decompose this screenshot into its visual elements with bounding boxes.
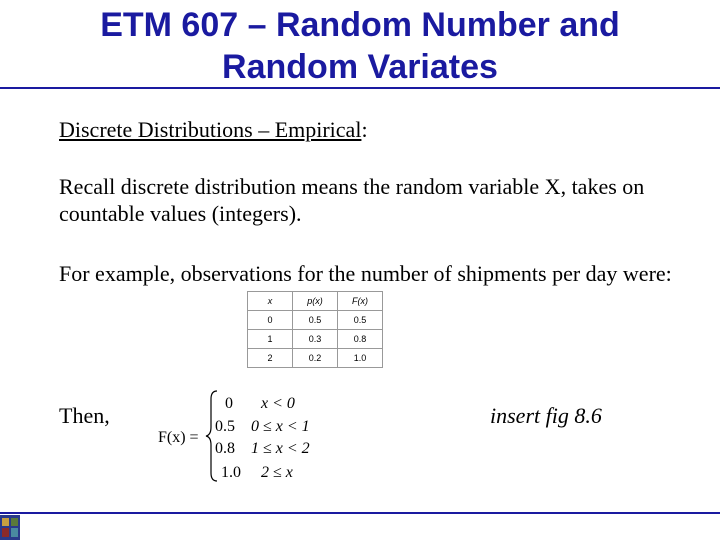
formula-case-value: 0.5: [215, 418, 235, 435]
table-cell: 0.5: [338, 311, 383, 330]
table-cell: 1.0: [338, 349, 383, 368]
table-cell: 0.3: [293, 330, 338, 349]
formula-case-condition: 0 ≤ x < 1: [251, 418, 310, 435]
section-heading-colon: :: [361, 117, 368, 142]
title-line-2: Random Variates: [222, 48, 498, 86]
table-cell: 2: [248, 349, 293, 368]
section-heading-text: Discrete Distributions – Empirical: [59, 117, 362, 142]
footer-divider: [0, 512, 720, 514]
insert-figure-note: insert fig 8.6: [490, 403, 602, 428]
university-logo-icon: [0, 515, 20, 540]
formula-case-condition: x < 0: [261, 395, 295, 412]
title-line-1: ETM 607 – Random Number and: [100, 6, 620, 44]
slide-title: [0, 4, 720, 88]
distribution-table: [247, 291, 383, 368]
formula-case-condition: 1 ≤ x < 2: [251, 440, 310, 457]
formula-case-value: 1.0: [221, 464, 241, 481]
table-cell: 1: [248, 330, 293, 349]
title-divider: [0, 87, 720, 89]
piecewise-formula: [155, 385, 325, 485]
formula-case-value: 0: [225, 395, 233, 412]
table-row: [248, 311, 383, 330]
table-row: [248, 349, 383, 368]
formula-brace: [206, 391, 217, 481]
formula-lhs: F(x) =: [158, 429, 199, 446]
formula-case-value: 0.8: [215, 440, 235, 457]
table-header-row: [248, 292, 383, 311]
table-row: [248, 330, 383, 349]
table-header-x: x: [248, 292, 293, 311]
section-heading: [59, 116, 368, 143]
table-header-fx: F(x): [338, 292, 383, 311]
table-header-px: p(x): [293, 292, 338, 311]
table-cell: 0.2: [293, 349, 338, 368]
table-cell: 0: [248, 311, 293, 330]
formula-case-condition: 2 ≤ x: [261, 464, 293, 481]
paragraph-recall: Recall discrete distribution means the random variable X, takes on countable values (integers).: [59, 174, 645, 226]
table-cell: 0.5: [293, 311, 338, 330]
paragraph-example: For example, observations for the number of shipments per day were:: [59, 261, 672, 286]
then-label: Then,: [59, 403, 110, 428]
table-cell: 0.8: [338, 330, 383, 349]
